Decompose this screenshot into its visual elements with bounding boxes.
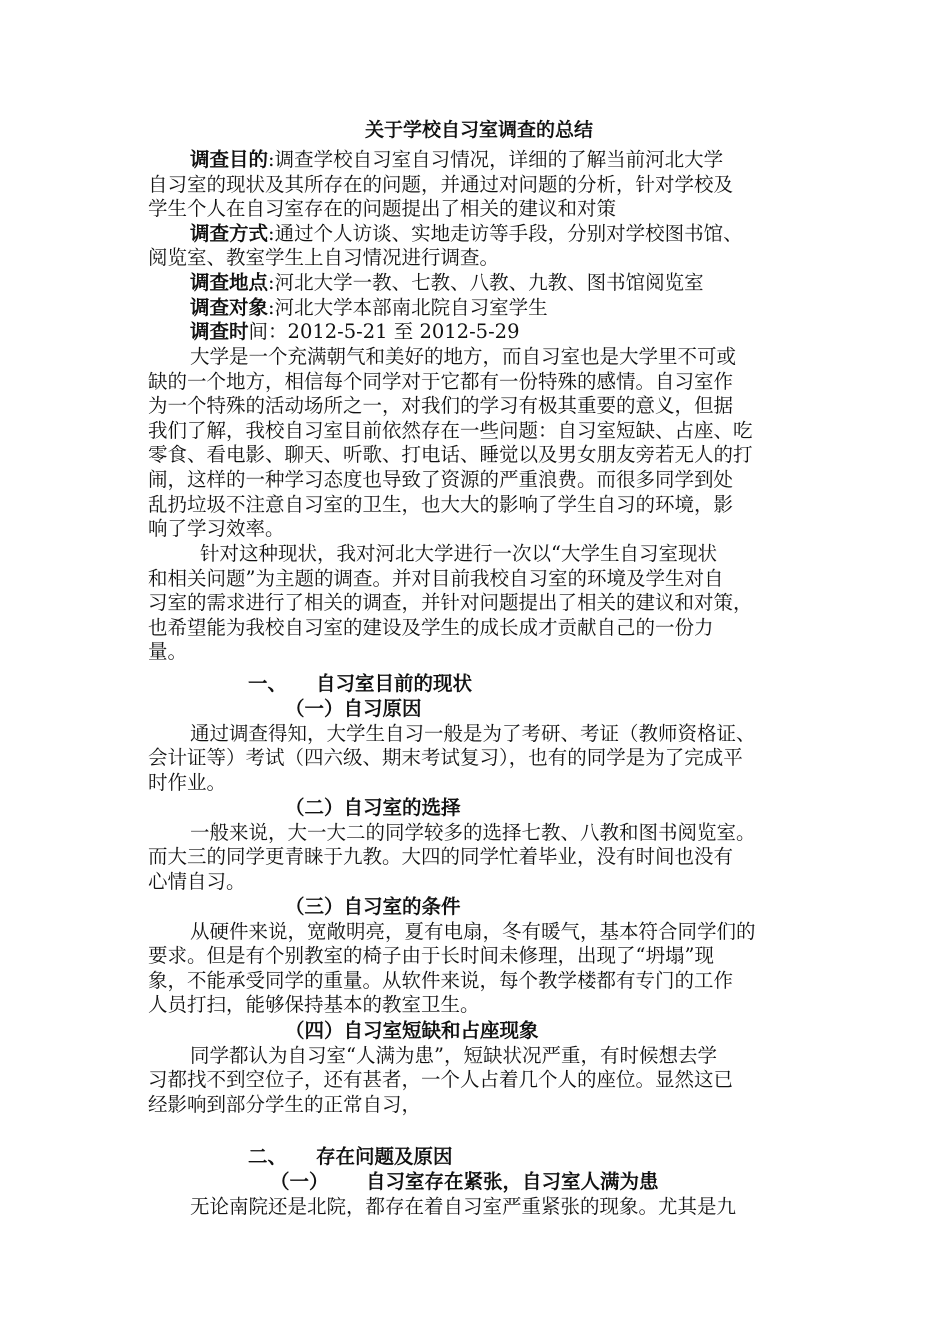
subsection-1-1 bbox=[148, 697, 810, 795]
paragraph-line: 习室的需求进行了相关的调查，并针对问题提出了相关的建议和对策， bbox=[148, 591, 753, 615]
paragraph-line: 为一个特殊的活动场所之一，对我们的学习有极其重要的意义，但据 bbox=[148, 394, 734, 418]
paragraph-line: 习都找不到空位子，还有甚者，一个人占着几个人的座位。显然这已 bbox=[148, 1068, 734, 1092]
section-title: 存在问题及原因 bbox=[316, 1145, 453, 1168]
paragraph-line: 心情自习。 bbox=[148, 869, 246, 893]
meta-label: 调查地点 bbox=[190, 270, 269, 294]
meta-sep: : bbox=[268, 295, 275, 319]
subsection-1-4 bbox=[148, 1019, 810, 1117]
paragraph-line: 一般来说，大一大二的同学较多的选择七教、八教和图书阅览室。 bbox=[190, 820, 756, 844]
paragraph-line: 无论南院还是北院，都存在着自习室严重紧张的现象。尤其是九 bbox=[190, 1194, 737, 1218]
paragraph-line: 要求。但是有个别教室的椅子由于长时间未修理，出现了“坍塌”现 bbox=[148, 944, 714, 968]
section-heading bbox=[148, 672, 810, 697]
paragraph-line: 也希望能为我校自习室的建设及学生的成长成才贡献自己的一份力 bbox=[148, 615, 714, 639]
meta-label: 调查方式 bbox=[190, 221, 269, 245]
paragraph-line: 乱扔垃圾不注意自习室的卫生，也大大的影响了学生自习的环境，影 bbox=[148, 492, 734, 516]
paragraph-line: 会计证等）考试（四六级、期末考试复习），也有的同学是为了完成平 bbox=[148, 746, 743, 770]
meta-label: 调查目的 bbox=[190, 148, 269, 171]
paragraph-line: 量。 bbox=[148, 640, 188, 664]
meta-line: 通过个人访谈、实地走访等手段，分别对学校图书馆、 bbox=[274, 221, 743, 245]
meta-method bbox=[148, 222, 810, 247]
meta-sep: 间： bbox=[248, 320, 288, 344]
meta-line: 河北大学本部南北院自习室学生 bbox=[274, 295, 548, 319]
subsection-title: （三）自习室的条件 bbox=[285, 895, 461, 918]
subsection-2-1 bbox=[148, 1170, 810, 1219]
paragraph-line: 我们了解，我校自习室目前依然存在一些问题：自习室短缺、占座、吃 bbox=[148, 418, 753, 442]
meta-time bbox=[148, 320, 810, 345]
paragraph-line: 从硬件来说，宽敞明亮，夏有电扇，冬有暖气，基本符合同学们的 bbox=[190, 919, 756, 943]
paragraph-line: 缺的一个地方，相信每个同学对于它都有一份特殊的感情。自习室作 bbox=[148, 369, 734, 393]
section-number: 二、 bbox=[248, 1145, 288, 1168]
subsection-title: （一）自习原因 bbox=[285, 697, 422, 720]
subsection-1-3 bbox=[148, 895, 810, 1018]
intro-paragraph-1 bbox=[148, 345, 810, 542]
meta-line: 阅览室、教室学生上自习情况进行调查。 bbox=[148, 246, 500, 270]
meta-line: 自习室的现状及其所存在的问题，并通过对问题的分析，针对学校及 bbox=[148, 172, 734, 196]
subsection-number: （一） bbox=[270, 1170, 329, 1193]
subsection-heading bbox=[148, 1170, 810, 1195]
meta-line: 调查学校自习室自习情况，详细的了解当前河北大学 bbox=[274, 148, 724, 171]
meta-line: 2012-5-21 至 2012-5-29 bbox=[287, 320, 520, 344]
title-text: 关于学校自习室调查的总结 bbox=[364, 119, 593, 141]
paragraph-line: 经影响到部分学生的正常自习， bbox=[148, 1092, 422, 1116]
paragraph-line: 而大三的同学更青睐于九教。大四的同学忙着毕业，没有时间也没有 bbox=[148, 845, 734, 869]
paragraph-line: 和相关问题”为主题的调查。并对目前我校自习室的环境及学生对自 bbox=[148, 566, 724, 590]
paragraph-line: 零食、看电影、聊天、听歌、打电话、睡觉以及男女朋友旁若无人的打 bbox=[148, 443, 753, 467]
paragraph-line: 通过调查得知，大学生自习一般是为了考研、考证（教师资格证、 bbox=[190, 721, 756, 745]
paragraph-line: 大学是一个充满朝气和美好的地方，而自习室也是大学里不可或 bbox=[190, 345, 737, 368]
meta-subject bbox=[148, 296, 810, 321]
paragraph-line: 时作业。 bbox=[148, 770, 227, 794]
meta-purpose bbox=[148, 148, 810, 173]
meta-label: 调查对象 bbox=[190, 295, 269, 319]
paragraph-line: 人员打扫，能够保持基本的教室卫生。 bbox=[148, 993, 480, 1017]
intro-paragraph-2 bbox=[148, 542, 810, 665]
meta-sep: : bbox=[268, 148, 275, 171]
section-title: 自习室目前的现状 bbox=[316, 672, 473, 695]
subsection-title: （四）自习室短缺和占座现象 bbox=[285, 1019, 539, 1042]
section-number: 一、 bbox=[248, 672, 288, 695]
section-2-heading bbox=[148, 1145, 810, 1170]
paragraph-line: 闹，这样的一种学习态度也导致了资源的严重浪费。而很多同学到处 bbox=[148, 467, 734, 491]
meta-line: 学生个人在自习室存在的问题提出了相关的建议和对策 bbox=[148, 197, 617, 221]
meta-line: 河北大学一教、七教、八教、九教、图书馆阅览室 bbox=[274, 270, 704, 294]
section-heading bbox=[148, 1145, 810, 1170]
section-1-heading bbox=[148, 672, 810, 697]
subsection-title: 自习室存在紧张，自习室人满为患 bbox=[366, 1170, 659, 1193]
meta-sep: : bbox=[268, 221, 275, 245]
subsection-1-2 bbox=[148, 796, 810, 894]
paragraph-line: 响了学习效率。 bbox=[148, 517, 285, 541]
survey-meta-block bbox=[148, 148, 810, 345]
document-title bbox=[148, 118, 810, 143]
paragraph-line: 同学都认为自习室“人满为患”，短缺状况严重，有时候想去学 bbox=[190, 1043, 717, 1067]
meta-location bbox=[148, 271, 810, 296]
paragraph-line: 针对这种现状，我对河北大学进行一次以“大学生自习室现状 bbox=[200, 542, 717, 565]
meta-label: 调查时 bbox=[190, 320, 249, 344]
meta-sep: : bbox=[268, 270, 275, 294]
subsection-title: （二）自习室的选择 bbox=[285, 796, 461, 819]
paragraph-line: 象，不能承受同学的重量。从软件来说，每个教学楼都有专门的工作 bbox=[148, 968, 734, 992]
